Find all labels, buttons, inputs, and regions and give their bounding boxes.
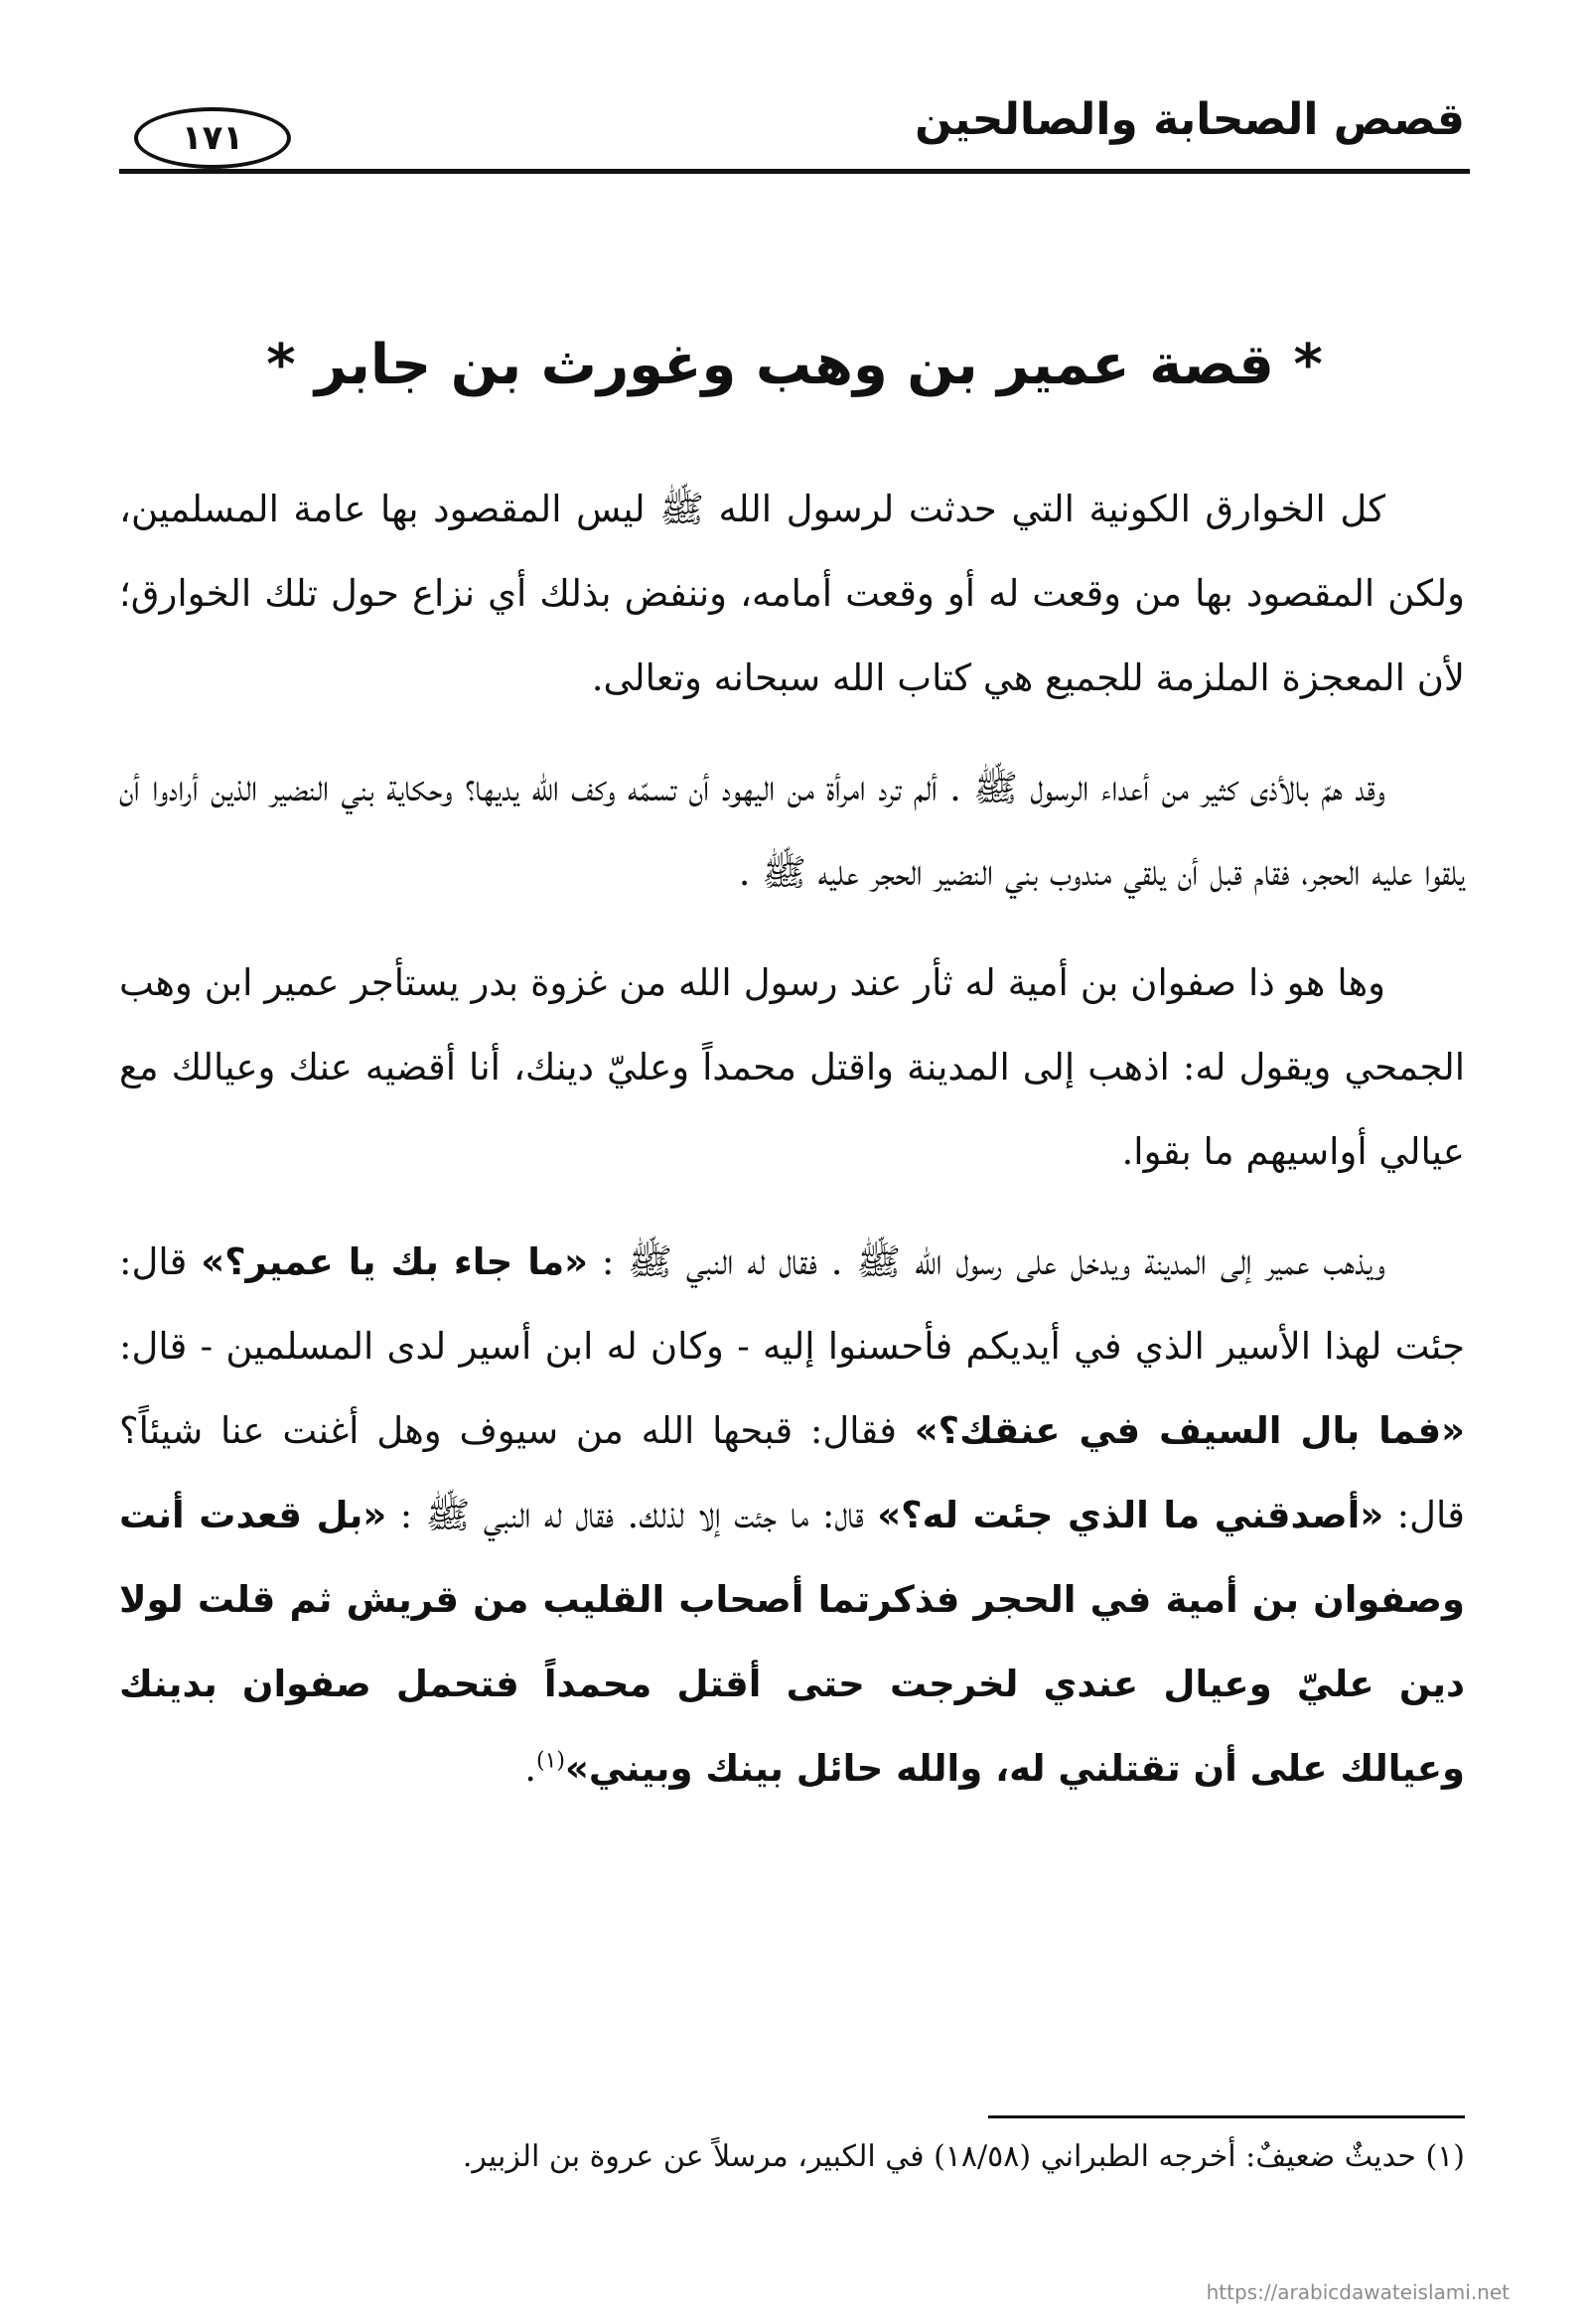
page-number: ١٧١ bbox=[134, 107, 291, 169]
narration: فقال: قبحها الله من سيوف وهل أغنت عنا شيئاً؟ قال: bbox=[119, 1409, 1465, 1536]
quote: «ما جاء بك يا عمير؟» bbox=[201, 1240, 589, 1283]
footnote-rule bbox=[988, 2115, 1465, 2118]
running-header: قصص الصحابة والصالحين bbox=[915, 94, 1465, 145]
paragraph-3: وها هو ذا صفوان بن أمية له ثأر عند رسول الله من غزوة بدر يستأجر عمير ابن وهب الجمحي ويقول له: اذهب إلى المدينة واقتل محمداً وعليّ دينك، أنا أقضيه عنك وعيالك مع عيالي أواسيهم ما بقوا. bbox=[119, 961, 1465, 1173]
narration: قال: ما جئت إلا لذلك. فقال له النبي ﷺ : bbox=[386, 1494, 878, 1536]
narration: ويذهب عمير إلى المدينة ويدخل على رسول الله ﷺ . فقال له النبي ﷺ : bbox=[588, 1240, 1385, 1283]
chapter-title: * قصة عمير بن وهب وغورث بن جابر * bbox=[266, 333, 1323, 397]
paragraph-4 bbox=[119, 1220, 1465, 1811]
quote: «بل قعدت أنت وصفوان بن أمية في الحجر فذكرتما أصحاب القليب من قريش ثم قلت لولا دين عليّ وعيال عندي لخرجت حتى أقتل محمداً فتحمل صفوان بدينك وعيالك على أن تقتلني له، والله حائل بينك وبيني» bbox=[119, 1494, 1465, 1790]
source-watermark: https://arabicdawateislami.net bbox=[1206, 2280, 1510, 2304]
footnote: (١) حديثٌ ضعيفٌ: أخرجه الطبراني (١٨/٥٨) في الكبير، مرسلاً عن عروة بن الزبير. bbox=[462, 2139, 1465, 2174]
paragraph-2: وقد همّ بالأذى كثير من أعداء الرسول ﷺ . ألم ترد امرأة من اليهود أن تسمّه وكف الله يديها؟ وحكاية بني النضير الذين أرادوا أن يلقوا عليه الحجر، فقام قبل أن يلقي مندوب بني النضير الحجر عليه ﷺ . bbox=[119, 767, 1465, 894]
narration: قال: جئت لهذا الأسير الذي في أيديكم فأحسنوا إليه - وكان له ابن أسير لدى المسلمين - قال: bbox=[119, 1240, 1465, 1368]
paragraph-1: كل الخوارق الكونية التي حدثت لرسول الله ﷺ ليس المقصود بها عامة المسلمين، ولكن المقصود بها من وقعت له أو وقعت أمامه، وننفض بذلك أي نزاع حول تلك الخوارق؛ لأن المعجزة الملزمة للجميع هي كتاب الله سبحانه وتعالى. bbox=[119, 488, 1465, 699]
body-text bbox=[119, 467, 1465, 1836]
header-rule bbox=[119, 169, 1470, 174]
footnote-reference: (١) bbox=[536, 1748, 566, 1774]
quote: «أصدقني ما الذي جئت له؟» bbox=[877, 1494, 1384, 1536]
narration: . bbox=[524, 1747, 536, 1790]
quote: «فما بال السيف في عنقك؟» bbox=[914, 1409, 1465, 1452]
